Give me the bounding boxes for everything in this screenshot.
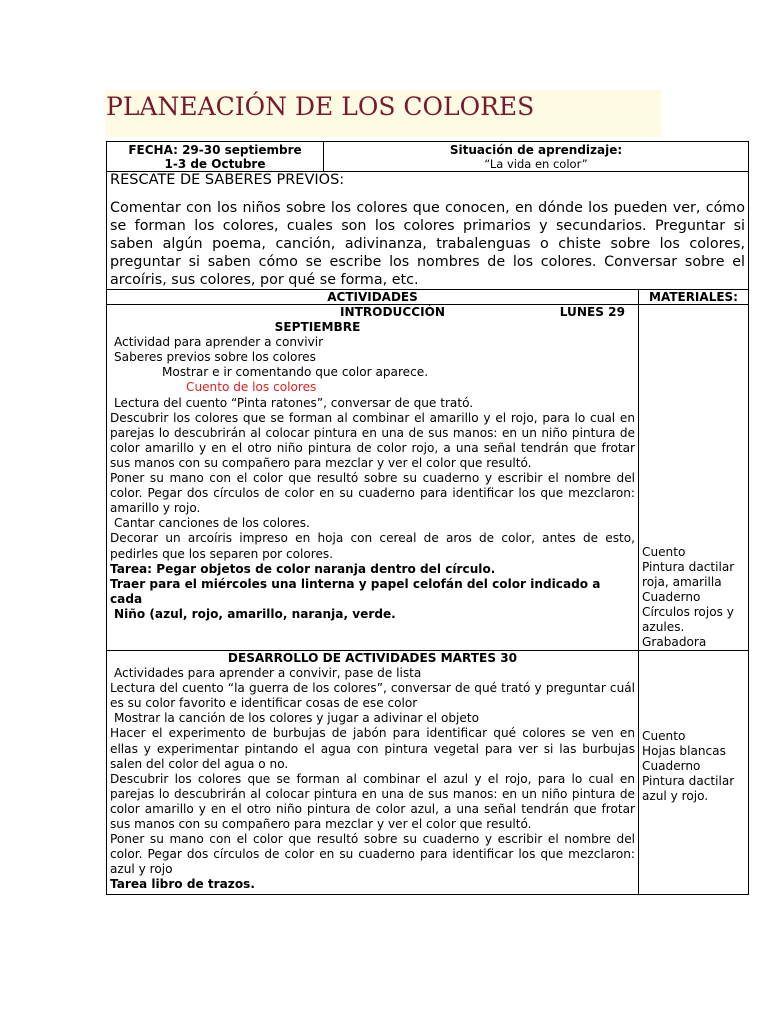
day1-homework: Tarea: Pegar objetos de color naranja dentro del círculo.	[110, 561, 496, 576]
day1-homework-3: Niño (azul, rojo, amarillo, naranja, verde.	[114, 606, 396, 621]
rescate-row	[107, 172, 749, 290]
materials-header: MATERIALES:	[639, 290, 749, 305]
day1-line: Mostrar e ir comentando que color aparece.	[162, 365, 429, 380]
rescate-body: Comentar con los niños sobre los colores que conocen, en dónde los pueden ver, cómo se forman los colores, cuales son los colores primarios y secundarios. Preguntar si saben algún poema, canción, adivinanza, trabalenguas o chiste sobre los colores, preguntar si saben cómo se escribe los nombres de los colores. Conversar sobre el arcoíris, sus colores, por qué se forma, etc.	[110, 200, 746, 288]
day2-line: Hacer el experimento de burbujas de jabón para identificar qué colores se ven en ellas y experimentar pintando el agua con pintura vegetal para ver si las burbujas salen del color del agua o no.	[110, 726, 635, 771]
activities-header: ACTIVIDADES	[107, 290, 639, 305]
day2-line: Mostrar la canción de los colores y jugar a adivinar el objeto	[114, 711, 480, 726]
day2-homework: Tarea libro de trazos.	[110, 877, 255, 892]
material-item: Pintura dactilar azul y rojo.	[642, 774, 735, 803]
page-title: PLANEACIÓN DE LOS COLORES	[106, 92, 535, 121]
day1-line: Cantar canciones de los colores.	[114, 516, 310, 531]
day2-heading: DESARROLLO DE ACTIVIDADES MARTES 30	[227, 651, 518, 665]
material-item: Pintura dactilar roja, amarilla	[642, 560, 735, 589]
day1-homework-2: Traer para el miércoles una linterna y papel celofán del color indicado a cada	[110, 576, 601, 606]
date-line-1: FECHA: 29-30 septiembre	[128, 143, 302, 157]
situation-cell	[324, 142, 749, 172]
situation-value: “La vida en color”	[484, 157, 588, 171]
situation-label: Situación de aprendizaje:	[449, 143, 623, 157]
day2-line: Lectura del cuento “la guerra de los colores”, conversar de qué trató y preguntar cuál es su color favorito e identificar cosas de ese color	[110, 681, 635, 711]
date-cell	[107, 142, 324, 172]
material-item: Cuento	[642, 729, 686, 743]
material-item: Grabadora	[642, 635, 707, 649]
day2-materials	[639, 651, 749, 895]
day1-line: Decorar un arcoíris impreso en hoja con cereal de aros de color, antes de esto, pedirles que los separen por colores.	[110, 531, 635, 561]
day2-line: Descubrir los colores que se forman al combinar el azul y el rojo, para lo cual en parejas lo descubrirán al colocar pintura en una de sus manos: en un niño pintura de color amarillo y en el otro niño pintura de color azul, a una señal tendrán que frotar sus manos con su compañero para mezclar y ver el color que resultó.	[110, 771, 635, 832]
material-item: Cuaderno	[642, 590, 701, 604]
material-item: Círculos rojos y azules.	[642, 605, 734, 634]
day1-line: Descubrir los colores que se forman al combinar el amarillo y el rojo, para lo cual en parejas lo descubrirán al colocar pintura en una de sus manos: en un niño pintura de color amarillo y en el otro niño pintura de color rojo, a una señal tendrán que frotar sus manos con su compañero para mezclar y ver el color que resultó.	[110, 410, 635, 470]
day1-activities	[107, 305, 639, 651]
day1-line: Saberes previos sobre los colores	[114, 350, 316, 365]
date-line-2: 1-3 de Octubre	[164, 157, 266, 171]
day1-story-title: Cuento de los colores	[186, 380, 317, 395]
material-item: Cuaderno	[642, 759, 701, 773]
material-item: Cuento	[642, 545, 686, 559]
material-item: Hojas blancas	[642, 744, 726, 758]
day1-line: Actividad para aprender a convivir	[114, 335, 324, 350]
rescate-title: RESCATE DE SABERES PREVIOS:	[110, 172, 345, 188]
planning-table	[106, 141, 749, 895]
day1-intro-continued: SEPTIEMBRE	[274, 320, 361, 335]
rescate-cell	[107, 172, 749, 290]
day1-materials	[639, 305, 749, 651]
header-row	[107, 142, 749, 172]
day2-line: Poner su mano con el color que resultó sobre su cuaderno y escribir el nombre del color. Pegar dos círculos de color en su cuaderno para identificar los que mezclaron: azul y rojo	[110, 832, 635, 877]
day2-line: Actividades para aprender a convivir, pase de lista	[114, 666, 422, 681]
day1-line: Lectura del cuento “Pinta ratones”, conversar de que trató.	[114, 395, 474, 410]
day1-intro-line	[110, 305, 635, 320]
column-header-row	[107, 290, 749, 305]
day1-intro-label: INTRODUCCIÓN	[340, 305, 445, 319]
day1-row	[107, 305, 749, 651]
day2-row	[107, 651, 749, 895]
day1-line: Poner su mano con el color que resultó sobre su cuaderno y escribir el nombre del color. Pegar dos círculos de color en su cuaderno para identificar los que mezclaron: amarillo y rojo.	[110, 471, 635, 516]
day2-activities	[107, 651, 639, 895]
day1-day-label: LUNES 29	[559, 305, 625, 319]
